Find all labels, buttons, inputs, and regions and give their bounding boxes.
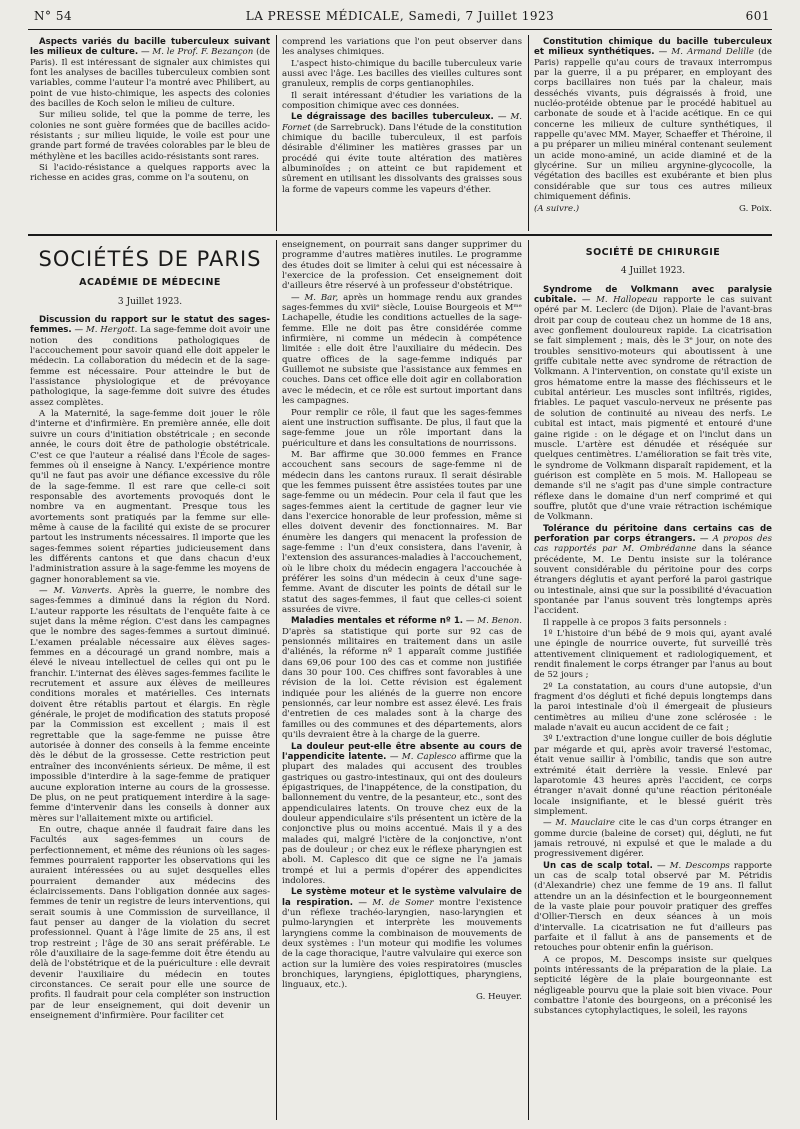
paragraph-heading: Syndrome de Volkmann avec paralysie cubitale. — [534, 284, 772, 306]
paragraph-heading: Aspects variés du bacille tuberculeux suivant les milieux de culture. — [30, 37, 270, 58]
paragraph-heading: Tolérance du péritoine dans certains cas de perforation par corps étrangers. — [534, 523, 772, 544]
paragraph-text: L'aspect histo-chimique du bacille tuberculeux varie aussi avec l'âge. Les bacilles des vieilles cultures sont granuleux, remplis de corps gentianophiles. — [282, 58, 522, 90]
author-name: — M. Vanverts. — [39, 585, 112, 596]
issue-number: N° 54 — [34, 9, 73, 23]
paragraph — [282, 887, 522, 990]
bottom-column-2 — [282, 240, 522, 1120]
paragraph-text: rapporte le cas suivant opéré par M. Leclerc (de Dijon). Plaie de l'avant-bras droit par coup de couteau chez un homme de 18 ans, avec gonflement douloureux rapide. La cicatrisation se fait simplement ; mais, dès le 3ᵉ jour, on note des troubles sensitivo-moteurs qui aboutissent à une griffe cubitale nette avec syndrome de rétraction de Volkmann. A l'intervention, on constate qu'il existe un gros hématome entre la masse des fléchisseurs et le cubital antérieur. Les muscles sont infiltrés, rigides, friables. Le paquet vasculo-nerveux ne présente pas de solution de continuité au niveau des nerfs. Le cubital est intact, mais pigmenté et entouré d'une gaine rigide : on le dégage et on l'inclut dans un muscle. L'artère est dénudée et réséquée sur quelques centimètres. L'amélioration se fait très vite, le syndrome de Volkmann disparaît rapidement, et la guérison est complète en 5 mois. M. Hallopeau se demande s'il ne s'agit pas d'une simple contracture réflexe dans le domaine d'un nerf comprimé et qui souffre, plutôt que d'une vraie rétraction ischémique de Volkmann. — [534, 295, 772, 523]
paragraph-heading: Le dégraissage des bacilles tuberculeux. — [291, 112, 494, 123]
paragraph-text: D'après sa statistique qui porte sur 92 cas de pensionnés militaires en traitement dans un asile d'aliénés, la réforme nº 1 apparaît comme justifiée dans 69,06 pour 100 des cas et comme non justifiée dans 30 pour 100. Ces chiffres sont favorables à une révision de la loi. Cette révision est également indiquée pour les aliénés de la guerre non encore pensionnés, car leur nombre est assez élevé. Les frais d'entretien de ces malades sont à la charge des familles ou des communes et des départements, alors qu'ils devraient être à la charge de la guerre. — [282, 626, 522, 741]
paragraph-text: La sage-femme doit avoir une notion des conditions pathologiques de l'accouchement pour savoir quand elle doit appeler le médecin. La collaboration du médecin et de la sage-femme est nécessaire. Pour atteindre le but de l'assistance physiologique et de prévoyance pathologique, la sage-femme doit suivre des études assez complètes. — [30, 325, 270, 408]
paragraph — [534, 629, 772, 681]
paragraph — [282, 616, 522, 740]
paragraph — [282, 112, 522, 195]
top-column-2 — [282, 37, 522, 229]
author-name: — M. de Somer — [353, 897, 434, 908]
column-divider — [528, 35, 529, 231]
signature: G. Poix. — [739, 203, 772, 214]
paragraph — [534, 734, 772, 817]
paragraph — [282, 742, 522, 887]
header-rule — [28, 29, 772, 30]
paragraph-text: affirme que la plupart des malades qui accusent des troubles gastriques ou gastro-intestinaux, qui ont des douleurs épigastriques, de l'inappétence, de la constipation, du ballonnement du ventre, de la pesanteur, etc., sont des appendiculaires latents. On trouve chez eux de la douleur appendiculaire s'ils présentent un ictère de la conjonctive plus ou moins accentué. Mais il y a des malades qui, malgré l'ictère de la conjonctive, n'ont pas de douleur ; or chez eux le réflexe pharyngien est aboli. M. Caplesco dit que ce signe ne l'a jamais trompé et lui a permis d'opérer des appendicites indolores. — [282, 751, 522, 886]
paragraph — [534, 682, 772, 734]
author-name: — M. Armand Delille — [654, 47, 754, 58]
paragraph — [30, 315, 270, 408]
bottom-column-1 — [30, 240, 270, 1120]
paragraph-text: Il serait intéressant d'étudier les variations de la composition chimique avec ces données. — [282, 90, 522, 112]
paragraph — [282, 37, 522, 58]
to-be-continued: (A suivre.) — [534, 203, 580, 214]
author-name: — M. Hallopeau — [576, 295, 658, 306]
paragraph — [282, 293, 522, 407]
paragraph — [282, 450, 522, 616]
author-name: — M. Mauclaire — [543, 818, 615, 829]
chirurgie-date: 4 Juillet 1923. — [620, 266, 686, 277]
section-title: SOCIÉTÉS DE PARIS — [38, 247, 262, 271]
paragraph-heading: Maladies mentales et réforme nº 1. — [291, 616, 464, 627]
author-name: — M. Bar, — [291, 292, 339, 303]
paragraph-text: A la Maternité, la sage-femme doit jouer le rôle d'interne et d'infirmière. En première année, elle doit suivre un cours d'initiation obstétricale ; en seconde année, le cours doit être de pathologie obstétricale. C'est ce que l'auteur a réalisé dans l'École de sages-femmes où il enseigne à Nancy. L'expérience montre qu'il ne faut pas avoir une défiance excessive du rôle de la sage-femme. Il est rare que celle-ci soit responsable des avortements provoqués dont le nombre va en augmentant. Presque tous les avortements sont pratiqués par la femme sur elle-même à cause de la facilité qui existe de se procurer partout les instruments nécessaires. Il importe que les sages-femmes soient réparties judicieusement dans les différents cantons et que dans chacun d'eux l'administration assure à la sage-femme les moyens de gagner honorablement sa vie. — [30, 409, 270, 585]
paragraph-text: 3º L'extraction d'une longue cuiller de bois déglutie par mégarde et qui, après avoir traversé l'estomac, était venue saillir à l'ombilic, tandis que son autre extrémité était derrière la vessie. Enlevé par laparotomie 43 heures après l'accident, ce corps étranger n'avait donné qu'une réaction péritonéale locale insignifiante, et le blessé guérit très simplement. — [534, 734, 772, 817]
bottom-column-3 — [534, 240, 772, 1120]
paragraph — [534, 285, 772, 523]
paragraph-heading: Discussion du rapport sur le statut des sages-femmes. — [30, 315, 270, 336]
paragraph-text: 1º L'histoire d'un bébé de 9 mois qui, ayant avalé une épingle de nourrice ouverte, fut surveillé très attentivement cliniquement et radiologiquement, et rendit finalement le corps étranger par l'anus au bout de 52 jours ; — [534, 629, 772, 681]
top-column-3 — [534, 37, 772, 229]
paragraph-text: (de Paris). Il est intéressant de signaler aux chimistes qui font les analyses de bacilles tuberculeux combien sont variables, comme l'auteur l'a montré avec Philibert, au point de vue histo-chimique, les aspects des colonies des bacilles de Koch selon le milieu de culture. — [30, 47, 270, 110]
paragraph — [30, 586, 270, 824]
paragraph-text: comprend les variations que l'on peut observer dans les analyses chimiques. — [282, 37, 522, 58]
paragraph — [282, 240, 522, 292]
column-divider — [528, 240, 529, 1120]
author-name: — M. Benon. — [463, 616, 522, 627]
paragraph — [30, 825, 270, 1022]
paragraph-text: En outre, chaque année il faudrait faire dans les Facultés aux sages-femmes un cours de perfectionnement, et même des réunions où les sages-femmes pourraient rapporter les observations qui les auraient intéressées ou au sujet desquelles elles pourraient demander aux médecins des éclaircissements. Dans l'obligation donnée aux sages-femmes de tenir un registre de leurs interventions, qui serait soumis à une Commission de surveillance, il faut penser au danger de la violation du secret professionnel. Quant à l'âge limite de 25 ans, il est trop restreint ; l'âge de 30 ans serait préférable. Le rôle d'auxiliaire de la sage-femme doit être étendu au delà de l'obstétrique et de la puériculture : elle devrait devenir l'auxiliaire du médecin en toutes circonstances. Ce serait pour elle une source de profits. Il faudrait pour cela compléter son instruction par de leur enseignement, qui doit devenir un enseignement d'infirmière. Pour faciliter cet — [30, 824, 270, 1022]
paragraph — [30, 110, 270, 162]
paragraph-text: dans la séance précédente, M. Le Dentu insiste sur la tolérance souvent considérable du péritoine pour des corps étrangers déglutis et ayant perforé la paroi gastrique ou intestinale, ainsi que sur la possibilité d'évacuation spontanée par l'anus souvent très longtemps après l'accident. — [534, 544, 772, 617]
paragraph — [282, 91, 522, 112]
paragraph-text: Pour remplir ce rôle, il faut que les sages-femmes aient une instruction suffisante. De plus, il faut que la sage-femme joue un rôle important dans la puériculture et dans les consultations de nourrissons. — [282, 407, 522, 449]
author-name: — M. Descomps — [652, 860, 730, 871]
academie-date: 3 Juillet 1923. — [117, 296, 183, 307]
page-header — [28, 9, 772, 25]
paragraph-text: (de Paris) rappelle qu'au cours de travaux interrompus par la guerre, il a pu préparer, en employant des corps bacillaires non tués par la chaleur, mais desséchés vivants, puis dégraissés à froid, une nucléo-protéide obtenue par le procédé habituel au carbonate de soude et à l'acide acétique. En ce qui concerne les milieux de culture synthétiques, il rappelle qu'avec MM. Mayer, Schaeffer et Théroine, il a pu préparer un milieu minéral contenant seulement un acide mono-aminé, un acide diaminé et de la glycérine. Sur un milieu argynine-glycocolle, la végétation des bacilles est exubérante et bien plus considérable que sur tous ces autres milieux chimiquement définis. — [534, 47, 772, 203]
paragraph-text: après un hommage rendu aux grandes sages-femmes du xviiᵉ siècle, Louise Bourgeois et Mᵐᵉ Lachapelle, étudie les conditions actuelles de la sage-femme. Elle ne doit pas être considérée comme infirmière, ni comme un médecin à compétence limitée : elle doit être l'auxiliaire du médecin. Des quatre offices de la sage-femme indiqués par Guillemot ne subsiste que l'assistance aux femmes en couches. Dans cet office elle doit agir en collaboration avec le médecin, et ce rôle est surtout important dans les campagnes. — [282, 292, 522, 407]
paragraph — [534, 37, 772, 203]
paragraph — [30, 163, 270, 184]
paragraph-text: 2º La constatation, au cours d'une autopsie, d'un fragment d'os dégluti et fiché depuis longtemps dans la paroi intestinale d'où il émergeait de plusieurs centimètres au milieu d'une zone sclérosée : le malade n'avait eu aucun accident de ce fait ; — [534, 681, 772, 734]
author-name: — M. Caplesco — [386, 751, 457, 762]
paragraph — [282, 59, 522, 90]
author-name: — M. le Prof. F. Bezançon — [138, 47, 254, 58]
paragraph-text: A ce propos, M. Descomps insiste sur quelques points intéressants de la préparation de la plaie. La septicité légère de la plaie bourgeonnante est négligeable pourvu que la plaie soit bien vivace. Pour combattre l'atonie des bourgeons, on a préconisé les substances cytophylactiques, le soleil, les rayons — [534, 954, 772, 1017]
journal-title: LA PRESSE MÉDICALE, Samedi, 7 Juillet 1923 — [245, 9, 555, 23]
signature-row — [534, 204, 772, 214]
paragraph-text: Si l'acido-résistance a quelques rapports avec la richesse en acides gras, comme on l'a soutenu, on — [30, 163, 270, 184]
paragraph — [534, 618, 772, 628]
paragraph-text: Il rappelle à ce propos 3 faits personnels : — [543, 617, 727, 628]
paragraph-heading: Constitution chimique du bacille tuberculeux et milieux synthétiques. — [534, 37, 772, 58]
paragraph — [282, 408, 522, 449]
paragraph-text: enseignement, on pourrait sans danger supprimer du programme d'autres matières inutiles. Le programme des études doit se limiter à celui qui est nécessaire à l'exercice de la profession. Cet enseignement doit d'ailleurs être réservé à un professeur d'obstétrique. — [282, 240, 522, 292]
paragraph-text: Sur milieu solide, tel que la pomme de terre, les colonies ne sont guère formées que de bacilles acido-résistants ; sur milieu liquide, le voile est pour une grande part formé de travées colorables par le bleu de méthylène et les bacilles acido-résistants sont rares. — [30, 110, 270, 162]
top-column-1 — [30, 37, 270, 229]
paragraph-heading: Le système moteur et le système valvulaire de la respiration. — [282, 887, 522, 908]
author-name: — A propos des cas rapportés par M. Ombrédanne — [534, 533, 772, 555]
paragraph-heading: La douleur peut-elle être absente au cours de l'appendicite latente. — [282, 741, 522, 762]
column-divider — [276, 35, 277, 231]
paragraph-text: cite le cas d'un corps étranger en gomme durcie (baleine de corset) qui, dégluti, ne fut jamais retrouvé, ni expulsé et que le malade a du progressivement digérer. — [534, 818, 772, 860]
author-name: — M. Hergott. — [71, 325, 138, 336]
column-divider — [276, 240, 277, 1120]
page-number: 601 — [745, 9, 770, 23]
signature: G. Heuyer. — [476, 991, 522, 1002]
paragraph — [534, 524, 772, 617]
paragraph-heading: Un cas de scalp total. — [543, 860, 653, 871]
paragraph-text: Après la guerre, le nombre des sages-femmes a diminué dans la région du Nord. L'auteur rapporte les résultats de l'enquête faite à ce sujet dans la même région. C'est dans les campagnes que le nombre des sages-femmes a surtout diminué. L'examen préalable nécessaire aux élèves sages-femmes en a découragé un grand nombre, mais a élevé le niveau intellectuel de celles qui ont pu le franchir. L'internat des élèves sages-femmes facilite le recrutement et assure aux élèves de meilleures conditions morales et matérielles. Ces internats doivent être rétablis partout et élargis. En règle générale, le projet de modification des statuts proposé par la Commission est excellent ; mais il est regrettable que la sage-femme ne puisse être autorisée à donner des conseils à la femme enceinte dès le début de la grossesse. Cette restriction peut entraîner des inconvénients sérieux. De même, il est impossible d'interdire à la sage-femme de pratiquer aucune exploration interne au cours de la grossesse. De plus, on ne peut pratiquement interdire à la sage-femme d'intervenir dans les conseils à donner aux mères sur l'allaitement mixte ou artificiel. — [30, 585, 270, 824]
paragraph-text: montre l'existence d'un réflexe trachéo-laryngien, naso-laryngien et pulmo-laryngien et interprète les mouvements laryngiens comme la combinaison de mouvements de deux systèmes : l'un moteur qui modifie les volumes de la cage thoracique, l'autre valvulaire qui exerce son action sur la lumière des voies respiratoires (muscles bronchiques, laryngiens, épiglottiques, pharyngiens, linguaux, etc.). — [282, 897, 522, 991]
paragraph — [534, 861, 772, 954]
chirurgie-title: SOCIÉTÉ DE CHIRURGIE — [585, 247, 721, 258]
academie-title: ACADÉMIE DE MÉDECINE — [79, 277, 221, 289]
paragraph-text: (de Sarrebruck). Dans l'étude de la constitution chimique du bacille tuberculeux, il est parfois désirable d'éliminer les matières grasses par un procédé qui évite toute altération des matières albuminoïdes ; on atteint ce but rapidement et sûrement en utilisant les dissolvants des graisses sous la forme de vapeurs comme les vapeurs d'éther. — [282, 122, 522, 195]
author-name: — M. Fornet — [282, 112, 522, 133]
paragraph-text: M. Bar affirme que 30.000 femmes en France accouchent sans secours de sage-femme ni de médecin dans les cantons ruraux. Il serait désirable que les femmes puissent être assistées toutes par une sage-femme ou un médecin. Pour cela il faut que les sages-femmes aient la certitude de gagner leur vie dans l'exercice honorable de leur profession, même si elles doivent devenir des fonctionnaires. M. Bar énumère les dangers qui menacent la profession de sage-femme : l'un d'eux consistera, dans l'avenir, à l'extension des assurances-maladies à l'accouchement, où le libre choix du médecin engagera l'accouchée à préférer les soins d'un médecin à ceux d'une sage-femme. Avant de discuter les points de détail sur le statut des sages-femmes, il faut que celles-ci soient assurées de vivre. — [282, 449, 522, 616]
paragraph — [30, 409, 270, 585]
paragraph — [534, 818, 772, 859]
paragraph — [534, 955, 772, 1017]
section-rule — [28, 234, 772, 236]
paragraph-text: rapporte un cas de scalp total observé par M. Pétridis (d'Alexandrie) chez une femme de 19 ans. Il fallut attendre un an la désinfection et le bourgeonnement de la vaste plaie pour pouvoir pratiquer des greffes d'Ollier-Tiersch en deux séances à un mois d'intervalle. La cicatrisation ne fut d'ailleurs pas parfaite et il fallut à ans de pansements et de retouches pour obtenir enfin la guérison. — [534, 860, 772, 954]
paragraph — [30, 37, 270, 109]
